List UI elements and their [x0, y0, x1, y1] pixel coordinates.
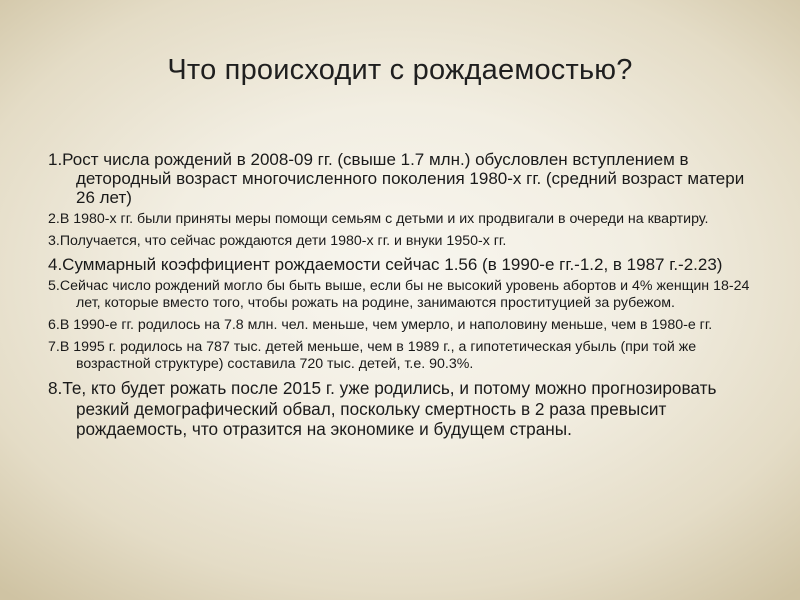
list-item-6: 6.В 1990-е гг. родилось на 7.8 млн. чел. меньше, чем умерло, и наполовину меньше, чем в 1980-е гг. [48, 317, 713, 333]
list-item-2: 2.В 1980-х гг. были приняты меры помощи семьям с детьми и их продвигали в очереди на квартиру. [48, 211, 709, 227]
list-item-7: 7.В 1995 г. родилось на 787 тыс. детей меньше, чем в 1989 г., а гипотетическая убыль (при той же возрастной структуре) составила 720 тыс. детей, т.е. 90.3%. [48, 339, 697, 372]
bullet-list [48, 150, 758, 444]
slide-title: Что происходит с рождаемостью? [167, 54, 633, 86]
list-item-1: 1.Рост числа рождений в 2008-09 гг. (свыше 1.7 млн.) обусловлен вступлением в детородный возраст многочисленного поколения 1980-х гг. (средний возраст матери 26 лет) [48, 150, 745, 207]
list-item-8: 8.Те, кто будет рожать после 2015 г. уже родились, и потому можно прогнозировать резкий демографический обвал, поскольку смертность в 2 раза превысит рождаемость, что отразится на экономике и будущем страны. [48, 378, 717, 439]
list-item-5: 5.Сейчас число рождений могло бы быть выше, если бы не высокий уровень абортов и 4% женщин 18-24 лет, которые вместо того, чтобы рожать на родине, занимаются проституцией за рубежом. [48, 278, 750, 311]
list-item-4: 4.Суммарный коэффициент рождаемости сейчас 1.56 (в 1990-е гг.-1.2, в 1987 г.-2.23) [48, 255, 723, 274]
list-item-3: 3.Получается, что сейчас рождаются дети 1980-х гг. и внуки 1950-х гг. [48, 233, 507, 249]
